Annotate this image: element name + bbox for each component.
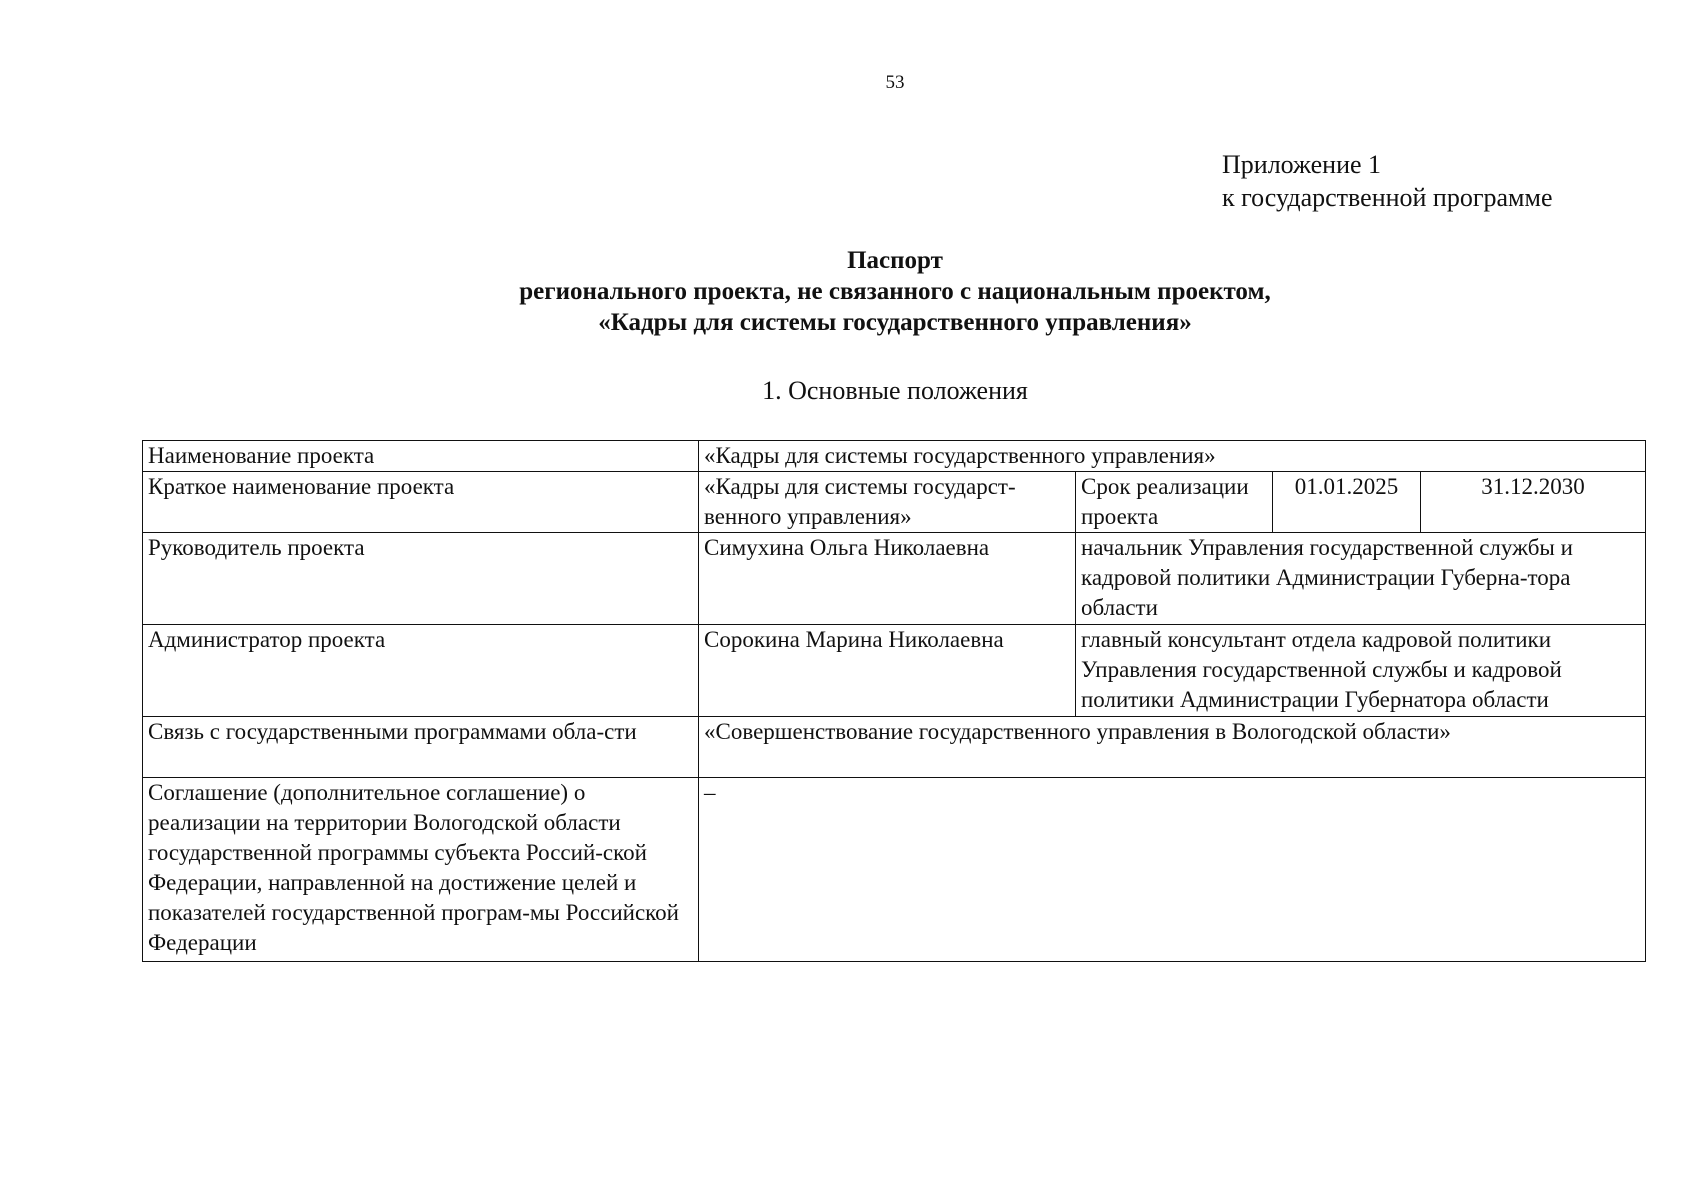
short-name-label: Краткое наименование проекта: [143, 472, 699, 533]
administrator-label: Администратор проекта: [143, 625, 699, 717]
head-position: начальник Управления государственной службы и кадровой политики Администрации Губерна-тора области: [1076, 533, 1646, 625]
agreement-label: Соглашение (дополнительное соглашение) о реализации на территории Вологодской области государственной программы субъекта Россий-ской Федерации, направленной на достижение целей и показателей государственной програм-мы Российской Федерации: [143, 778, 699, 962]
document-heading: [0, 245, 1698, 338]
head-label: Руководитель проекта: [143, 533, 699, 625]
table-row-agreement: [143, 778, 1646, 962]
section-title: 1. Основные положения: [762, 376, 1028, 405]
appendix-note: [1222, 148, 1553, 214]
heading-line-1: Паспорт: [847, 247, 943, 274]
project-name-value: «Кадры для системы государственного управления»: [699, 441, 1646, 472]
passport-table: [142, 440, 1646, 962]
period-label: Срок реализации проекта: [1076, 472, 1273, 533]
table-row-administrator: [143, 625, 1646, 717]
project-name-label: Наименование проекта: [143, 441, 699, 472]
table-row-head: [143, 533, 1646, 625]
administrator-person: Сорокина Марина Николаевна: [699, 625, 1076, 717]
table-row-programs: [143, 717, 1646, 778]
table-row-short-name: [143, 472, 1646, 533]
agreement-value: –: [699, 778, 1646, 962]
administrator-position: главный консультант отдела кадровой политики Управления государственной службы и кадровой политики Администрации Губернатора области: [1076, 625, 1646, 717]
head-person: Симухина Ольга Николаевна: [699, 533, 1076, 625]
period-start-date: 01.01.2025: [1273, 472, 1421, 533]
period-end-date: 31.12.2030: [1421, 472, 1646, 533]
programs-label: Связь с государственными программами обла-сти: [143, 717, 699, 778]
appendix-line-2: к государственной программе: [1222, 183, 1553, 212]
heading-line-3: «Кадры для системы государственного управления»: [598, 309, 1192, 336]
programs-value: «Совершенствование государственного управления в Вологодской области»: [699, 717, 1646, 778]
appendix-line-1: Приложение 1: [1222, 150, 1382, 179]
short-name-value: «Кадры для системы государст-венного управления»: [699, 472, 1076, 533]
table-row-project-name: [143, 441, 1646, 472]
page-number: 53: [885, 72, 905, 93]
heading-line-2: регионального проекта, не связанного с национальным проектом,: [519, 278, 1271, 305]
